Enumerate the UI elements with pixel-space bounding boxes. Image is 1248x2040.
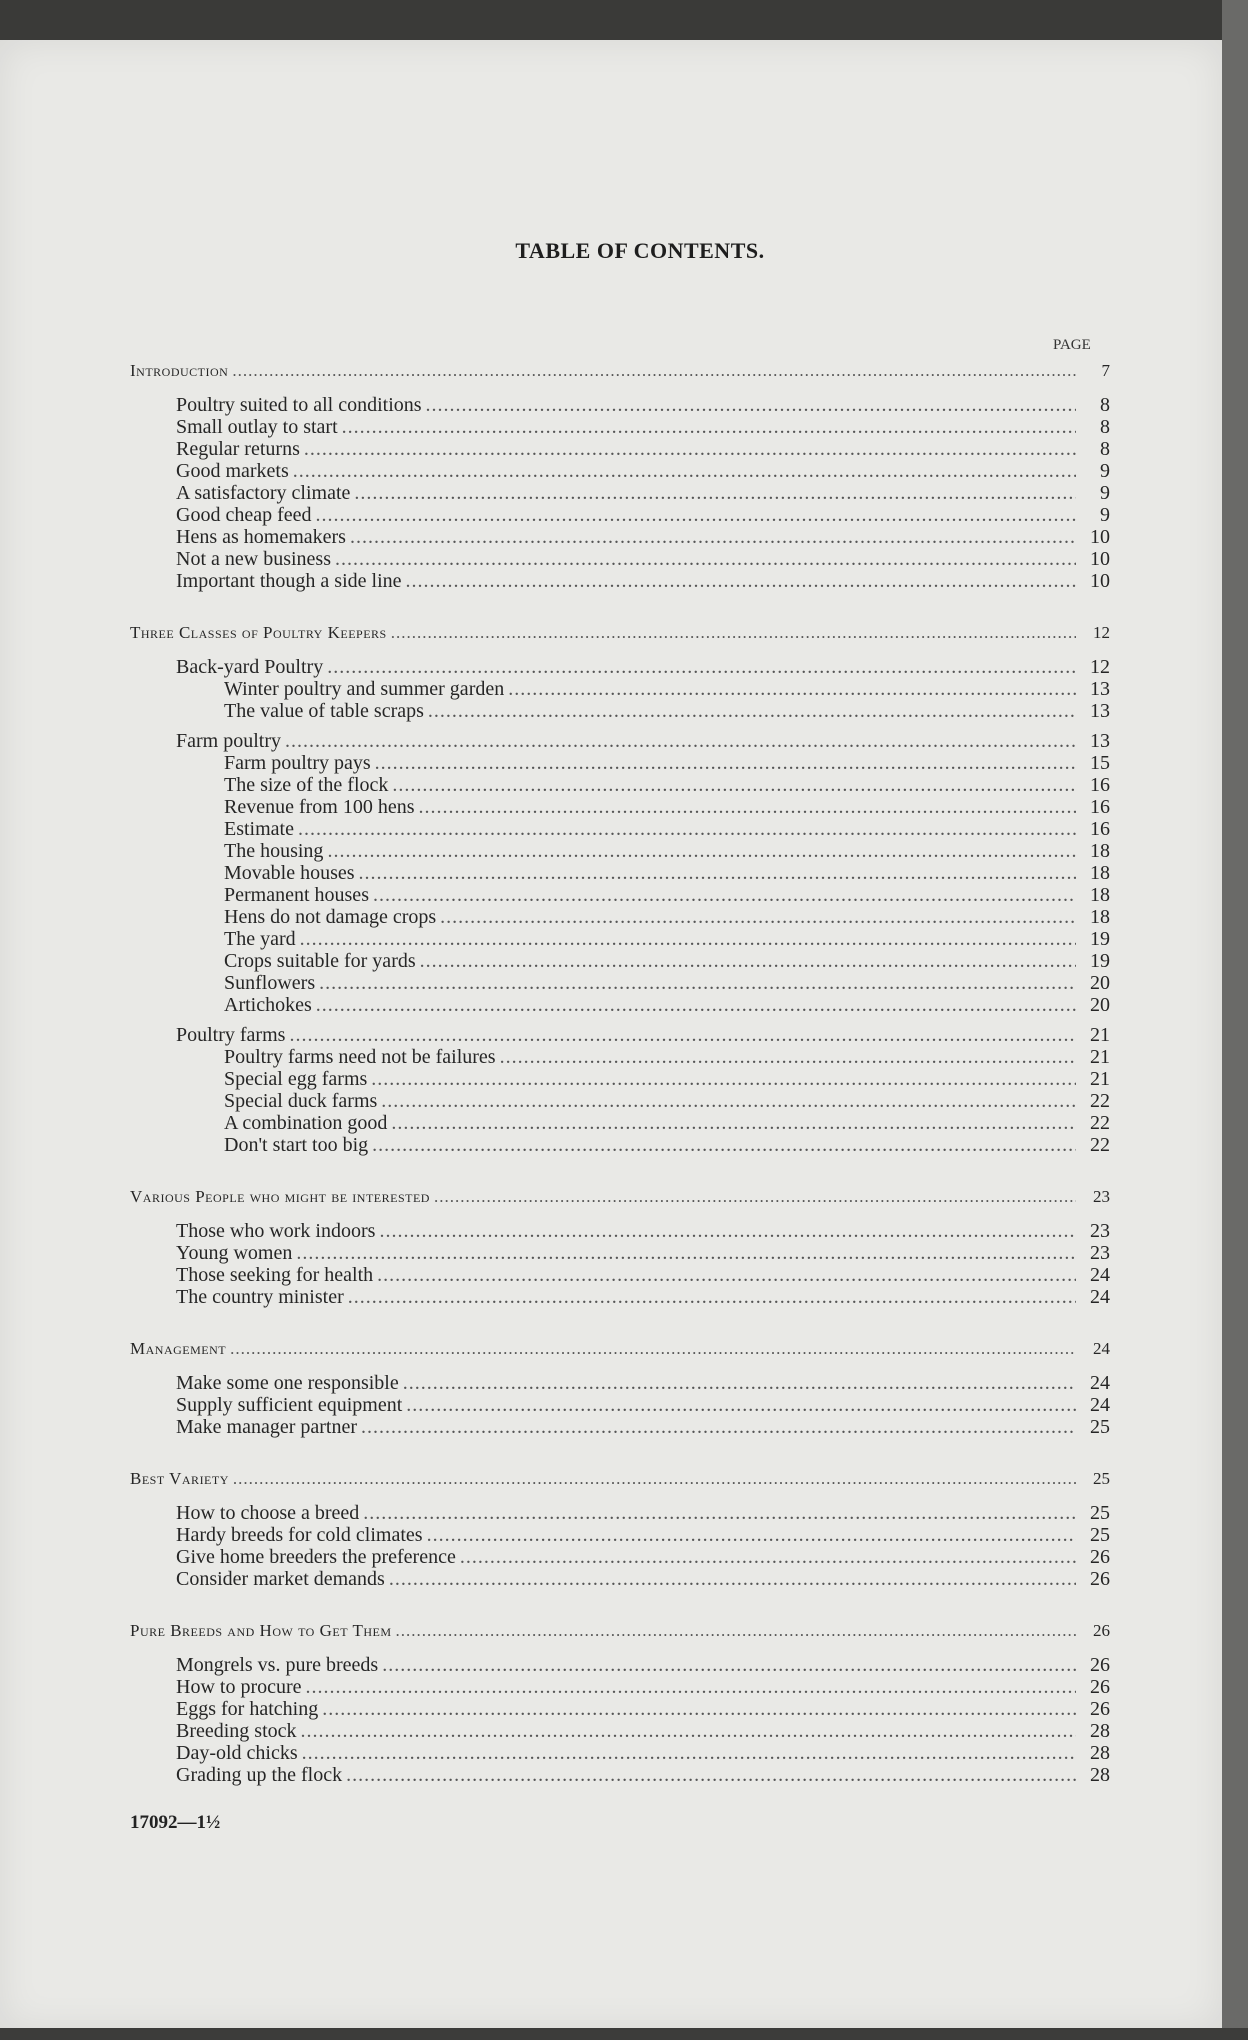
toc-entry-label: Artichokes xyxy=(224,994,312,1016)
toc-entry-label: Important though a side line xyxy=(176,570,402,592)
dot-leader xyxy=(327,840,1076,862)
table-of-contents xyxy=(130,358,1110,1814)
dot-leader xyxy=(302,1742,1076,1764)
toc-page-number: 10 xyxy=(1090,526,1110,548)
toc-entry-label: Winter poultry and summer garden xyxy=(224,678,505,700)
toc-page-number: 13 xyxy=(1090,730,1110,752)
toc-section xyxy=(130,358,1110,592)
toc-entry-label: Give home breeders the preference xyxy=(176,1546,456,1568)
dot-leader xyxy=(392,774,1076,796)
toc-entry-label: How to choose a breed xyxy=(176,1502,360,1524)
toc-entry xyxy=(130,730,1110,752)
toc-page-number: 22 xyxy=(1090,1112,1110,1134)
dot-leader xyxy=(304,438,1076,460)
toc-entry-label: How to procure xyxy=(176,1676,302,1698)
toc-entry-label: Special egg farms xyxy=(224,1068,368,1090)
toc-page-number: 9 xyxy=(1100,482,1110,504)
toc-page-number: 24 xyxy=(1090,1394,1110,1416)
dot-leader xyxy=(285,730,1076,752)
toc-section-heading xyxy=(130,620,1110,646)
toc-entry-label: Good cheap feed xyxy=(176,504,312,526)
toc-page-number: 22 xyxy=(1090,1134,1110,1156)
toc-page-number: 28 xyxy=(1090,1720,1110,1742)
toc-page-number: 8 xyxy=(1100,438,1110,460)
toc-entry-label: Best Variety xyxy=(130,1469,229,1488)
toc-page-number: 23 xyxy=(1090,1242,1110,1264)
toc-entry xyxy=(130,950,1110,972)
toc-section-heading xyxy=(130,1336,1110,1362)
dot-leader xyxy=(300,928,1076,950)
toc-page-number: 28 xyxy=(1090,1742,1110,1764)
dot-leader xyxy=(319,972,1076,994)
toc-entry-label: Permanent houses xyxy=(224,884,369,906)
toc-page-number: 26 xyxy=(1090,1654,1110,1676)
toc-entry-label: Breeding stock xyxy=(176,1720,297,1742)
toc-entry-label: Day-old chicks xyxy=(176,1742,298,1764)
toc-page-number: 8 xyxy=(1100,416,1110,438)
toc-page-number: 16 xyxy=(1090,774,1110,796)
dot-leader xyxy=(391,620,1076,646)
dot-leader xyxy=(420,950,1076,972)
toc-entry-label: Eggs for hatching xyxy=(176,1698,319,1720)
toc-page-number: 18 xyxy=(1090,862,1110,884)
toc-page-number: 18 xyxy=(1090,840,1110,862)
toc-entry-label: Crops suitable for yards xyxy=(224,950,416,972)
toc-group xyxy=(130,1372,1110,1438)
toc-entry xyxy=(130,884,1110,906)
toc-entry-label: Special duck farms xyxy=(224,1090,378,1112)
dot-leader xyxy=(348,1286,1076,1308)
toc-entry-label: Hardy breeds for cold climates xyxy=(176,1524,423,1546)
page-title: TABLE OF CONTENTS. xyxy=(515,238,765,263)
dot-leader xyxy=(293,460,1076,482)
dot-leader xyxy=(371,1068,1076,1090)
toc-page-number: 20 xyxy=(1090,972,1110,994)
toc-entry-label: Management xyxy=(130,1339,227,1358)
toc-group xyxy=(130,730,1110,1016)
toc-entry-label: A satisfactory climate xyxy=(176,482,351,504)
toc-entry-label: Back-yard Poultry xyxy=(176,656,324,678)
toc-entry-label: The yard xyxy=(224,928,296,950)
toc-entry xyxy=(130,752,1110,774)
toc-entry xyxy=(130,1134,1110,1156)
toc-page-number: 23 xyxy=(1090,1220,1110,1242)
toc-section xyxy=(130,1466,1110,1590)
toc-entry xyxy=(130,548,1110,570)
toc-page-number: 18 xyxy=(1090,906,1110,928)
toc-entry-label: Movable houses xyxy=(224,862,355,884)
toc-entry xyxy=(130,862,1110,884)
dot-leader xyxy=(335,548,1076,570)
dot-leader xyxy=(375,752,1076,774)
toc-entry xyxy=(130,1742,1110,1764)
toc-entry-label: Regular returns xyxy=(176,438,300,460)
toc-page-number: 16 xyxy=(1090,818,1110,840)
book-bottom-edge xyxy=(0,2028,1248,2040)
dot-leader xyxy=(403,1372,1076,1394)
toc-entry-label: Small outlay to start xyxy=(176,416,338,438)
dot-leader xyxy=(346,1764,1076,1786)
toc-entry xyxy=(130,1024,1110,1046)
toc-entry-label: Revenue from 100 hens xyxy=(224,796,415,818)
dot-leader xyxy=(372,1134,1076,1156)
toc-page-number: 24 xyxy=(1090,1264,1110,1286)
toc-entry-label: Mongrels vs. pure breeds xyxy=(176,1654,379,1676)
dot-leader xyxy=(298,818,1076,840)
toc-entry-label: Pure Breeds and How to Get Them xyxy=(130,1621,392,1640)
toc-entry-label: Good markets xyxy=(176,460,289,482)
dot-leader xyxy=(382,1654,1076,1676)
toc-section-heading xyxy=(130,1618,1110,1644)
toc-section xyxy=(130,620,1110,1156)
dot-leader xyxy=(354,482,1076,504)
toc-entry-label: Farm poultry xyxy=(176,730,281,752)
toc-page-number: 25 xyxy=(1093,1469,1110,1488)
toc-page-number: 25 xyxy=(1090,1502,1110,1524)
book-top-edge xyxy=(0,0,1248,42)
toc-entry-label: Consider market demands xyxy=(176,1568,385,1590)
dot-leader xyxy=(427,1524,1076,1546)
toc-entry xyxy=(130,394,1110,416)
toc-section-heading xyxy=(130,1184,1110,1210)
toc-page-number: 20 xyxy=(1090,994,1110,1016)
dot-leader xyxy=(230,1336,1076,1362)
toc-entry-label: Hens do not damage crops xyxy=(224,906,437,928)
toc-entry xyxy=(130,972,1110,994)
toc-entry xyxy=(130,1546,1110,1568)
toc-section xyxy=(130,1184,1110,1308)
toc-entry-label: Three Classes of Poultry Keepers xyxy=(130,623,387,642)
toc-entry-label: A combination good xyxy=(224,1112,388,1134)
toc-entry-label: Supply sufficient equipment xyxy=(176,1394,403,1416)
toc-page-number: 9 xyxy=(1100,504,1110,526)
toc-entry-label: The size of the flock xyxy=(224,774,389,796)
dot-leader xyxy=(377,1264,1076,1286)
toc-group xyxy=(130,1502,1110,1590)
toc-page-number: 21 xyxy=(1090,1024,1110,1046)
dot-leader xyxy=(373,884,1076,906)
book-right-edge xyxy=(1222,0,1248,2040)
toc-entry-label: Make some one responsible xyxy=(176,1372,399,1394)
dot-leader xyxy=(508,678,1076,700)
toc-section xyxy=(130,1336,1110,1438)
toc-page-number: 21 xyxy=(1090,1068,1110,1090)
toc-entry-label: Estimate xyxy=(224,818,294,840)
dot-leader xyxy=(342,416,1076,438)
dot-leader xyxy=(296,1242,1076,1264)
toc-entry-label: Poultry suited to all conditions xyxy=(176,394,422,416)
toc-entry xyxy=(130,526,1110,548)
toc-page-number: 12 xyxy=(1090,656,1110,678)
toc-page-number: 24 xyxy=(1093,1339,1110,1358)
page-column-label: PAGE xyxy=(1053,337,1091,353)
toc-entry xyxy=(130,460,1110,482)
toc-group xyxy=(130,656,1110,722)
toc-entry-label: Various People who might be interested xyxy=(130,1187,430,1206)
dot-leader xyxy=(327,656,1076,678)
dot-leader xyxy=(440,906,1076,928)
toc-page-number: 9 xyxy=(1100,460,1110,482)
toc-entry xyxy=(130,1090,1110,1112)
dot-leader xyxy=(350,526,1076,548)
signature-mark: 17092—1½ xyxy=(130,1812,221,1833)
toc-entry xyxy=(130,1242,1110,1264)
dot-leader xyxy=(379,1220,1076,1242)
toc-entry-label: Introduction xyxy=(130,361,229,380)
dot-leader xyxy=(233,1466,1076,1492)
toc-entry xyxy=(130,928,1110,950)
toc-entry-label: The country minister xyxy=(176,1286,344,1308)
toc-page-number: 22 xyxy=(1090,1090,1110,1112)
toc-entry-label: Poultry farms need not be failures xyxy=(224,1046,496,1068)
toc-page-number: 13 xyxy=(1090,700,1110,722)
dot-leader xyxy=(316,994,1076,1016)
toc-entry xyxy=(130,840,1110,862)
toc-entry xyxy=(130,1394,1110,1416)
toc-entry xyxy=(130,1372,1110,1394)
toc-entry-label: Hens as homemakers xyxy=(176,526,346,548)
dot-leader xyxy=(316,504,1077,526)
toc-entry xyxy=(130,416,1110,438)
toc-entry xyxy=(130,678,1110,700)
toc-entry xyxy=(130,1068,1110,1090)
toc-entry xyxy=(130,656,1110,678)
toc-page-number: 16 xyxy=(1090,796,1110,818)
toc-entry xyxy=(130,1220,1110,1242)
toc-page-number: 26 xyxy=(1090,1676,1110,1698)
toc-page-number: 21 xyxy=(1090,1046,1110,1068)
dot-leader xyxy=(406,570,1076,592)
toc-page-number: 13 xyxy=(1090,678,1110,700)
toc-entry xyxy=(130,1698,1110,1720)
toc-page-number: 23 xyxy=(1093,1187,1110,1206)
toc-group xyxy=(130,1024,1110,1156)
dot-leader xyxy=(419,796,1076,818)
toc-page-number: 26 xyxy=(1090,1546,1110,1568)
toc-entry xyxy=(130,438,1110,460)
dot-leader xyxy=(460,1546,1076,1568)
toc-entry xyxy=(130,1046,1110,1068)
toc-entry xyxy=(130,1112,1110,1134)
toc-group xyxy=(130,1654,1110,1786)
toc-section-heading xyxy=(130,358,1110,384)
dot-leader xyxy=(361,1416,1076,1438)
dot-leader xyxy=(396,1618,1076,1644)
dot-leader xyxy=(389,1568,1076,1590)
dot-leader xyxy=(500,1046,1076,1068)
toc-entry xyxy=(130,818,1110,840)
toc-group xyxy=(130,394,1110,592)
toc-group xyxy=(130,1220,1110,1308)
toc-entry xyxy=(130,570,1110,592)
toc-entry xyxy=(130,774,1110,796)
toc-page-number: 26 xyxy=(1090,1568,1110,1590)
toc-entry-label: Don't start too big xyxy=(224,1134,369,1156)
toc-entry-label: Grading up the flock xyxy=(176,1764,343,1786)
toc-page-number: 19 xyxy=(1090,950,1110,972)
toc-entry-label: The value of table scraps xyxy=(224,700,424,722)
dot-leader xyxy=(322,1698,1076,1720)
toc-page-number: 28 xyxy=(1090,1764,1110,1786)
toc-entry-label: The housing xyxy=(224,840,324,862)
toc-page-number: 10 xyxy=(1090,570,1110,592)
toc-entry xyxy=(130,1416,1110,1438)
dot-leader xyxy=(363,1502,1076,1524)
toc-entry xyxy=(130,482,1110,504)
dot-leader xyxy=(359,862,1076,884)
dot-leader xyxy=(381,1090,1076,1112)
dot-leader xyxy=(406,1394,1076,1416)
toc-page-number: 18 xyxy=(1090,884,1110,906)
toc-page-number: 24 xyxy=(1090,1286,1110,1308)
toc-entry-label: Young women xyxy=(176,1242,293,1264)
toc-section-heading xyxy=(130,1466,1110,1492)
toc-entry xyxy=(130,504,1110,526)
toc-entry-label: Sunflowers xyxy=(224,972,316,994)
toc-entry xyxy=(130,1568,1110,1590)
toc-entry-label: Those who work indoors xyxy=(176,1220,376,1242)
dot-leader xyxy=(232,358,1076,384)
toc-page-number: 19 xyxy=(1090,928,1110,950)
toc-entry xyxy=(130,906,1110,928)
toc-entry xyxy=(130,1676,1110,1698)
dot-leader xyxy=(391,1112,1076,1134)
toc-entry xyxy=(130,1764,1110,1786)
toc-entry xyxy=(130,1524,1110,1546)
toc-entry xyxy=(130,700,1110,722)
toc-entry-label: Farm poultry pays xyxy=(224,752,371,774)
toc-entry xyxy=(130,1264,1110,1286)
dot-leader xyxy=(426,394,1076,416)
toc-page-number: 8 xyxy=(1100,394,1110,416)
toc-entry-label: Poultry farms xyxy=(176,1024,286,1046)
toc-page-number: 7 xyxy=(1101,361,1110,380)
toc-entry xyxy=(130,796,1110,818)
toc-page-number: 25 xyxy=(1090,1416,1110,1438)
dot-leader xyxy=(428,700,1076,722)
toc-entry-label: Make manager partner xyxy=(176,1416,358,1438)
toc-entry-label: Those seeking for health xyxy=(176,1264,374,1286)
toc-page-number: 26 xyxy=(1093,1621,1110,1640)
toc-section xyxy=(130,1618,1110,1786)
toc-page-number: 24 xyxy=(1090,1372,1110,1394)
toc-entry xyxy=(130,1654,1110,1676)
toc-page-number: 10 xyxy=(1090,548,1110,570)
dot-leader xyxy=(301,1720,1076,1742)
toc-page-number: 25 xyxy=(1090,1524,1110,1546)
toc-entry xyxy=(130,1286,1110,1308)
toc-page-number: 15 xyxy=(1090,752,1110,774)
toc-entry-label: Not a new business xyxy=(176,548,331,570)
dot-leader xyxy=(289,1024,1076,1046)
toc-page-number: 12 xyxy=(1093,623,1110,642)
dot-leader xyxy=(306,1676,1076,1698)
dot-leader xyxy=(434,1184,1076,1210)
toc-page-number: 26 xyxy=(1090,1698,1110,1720)
toc-entry xyxy=(130,1720,1110,1742)
toc-entry xyxy=(130,994,1110,1016)
toc-entry xyxy=(130,1502,1110,1524)
